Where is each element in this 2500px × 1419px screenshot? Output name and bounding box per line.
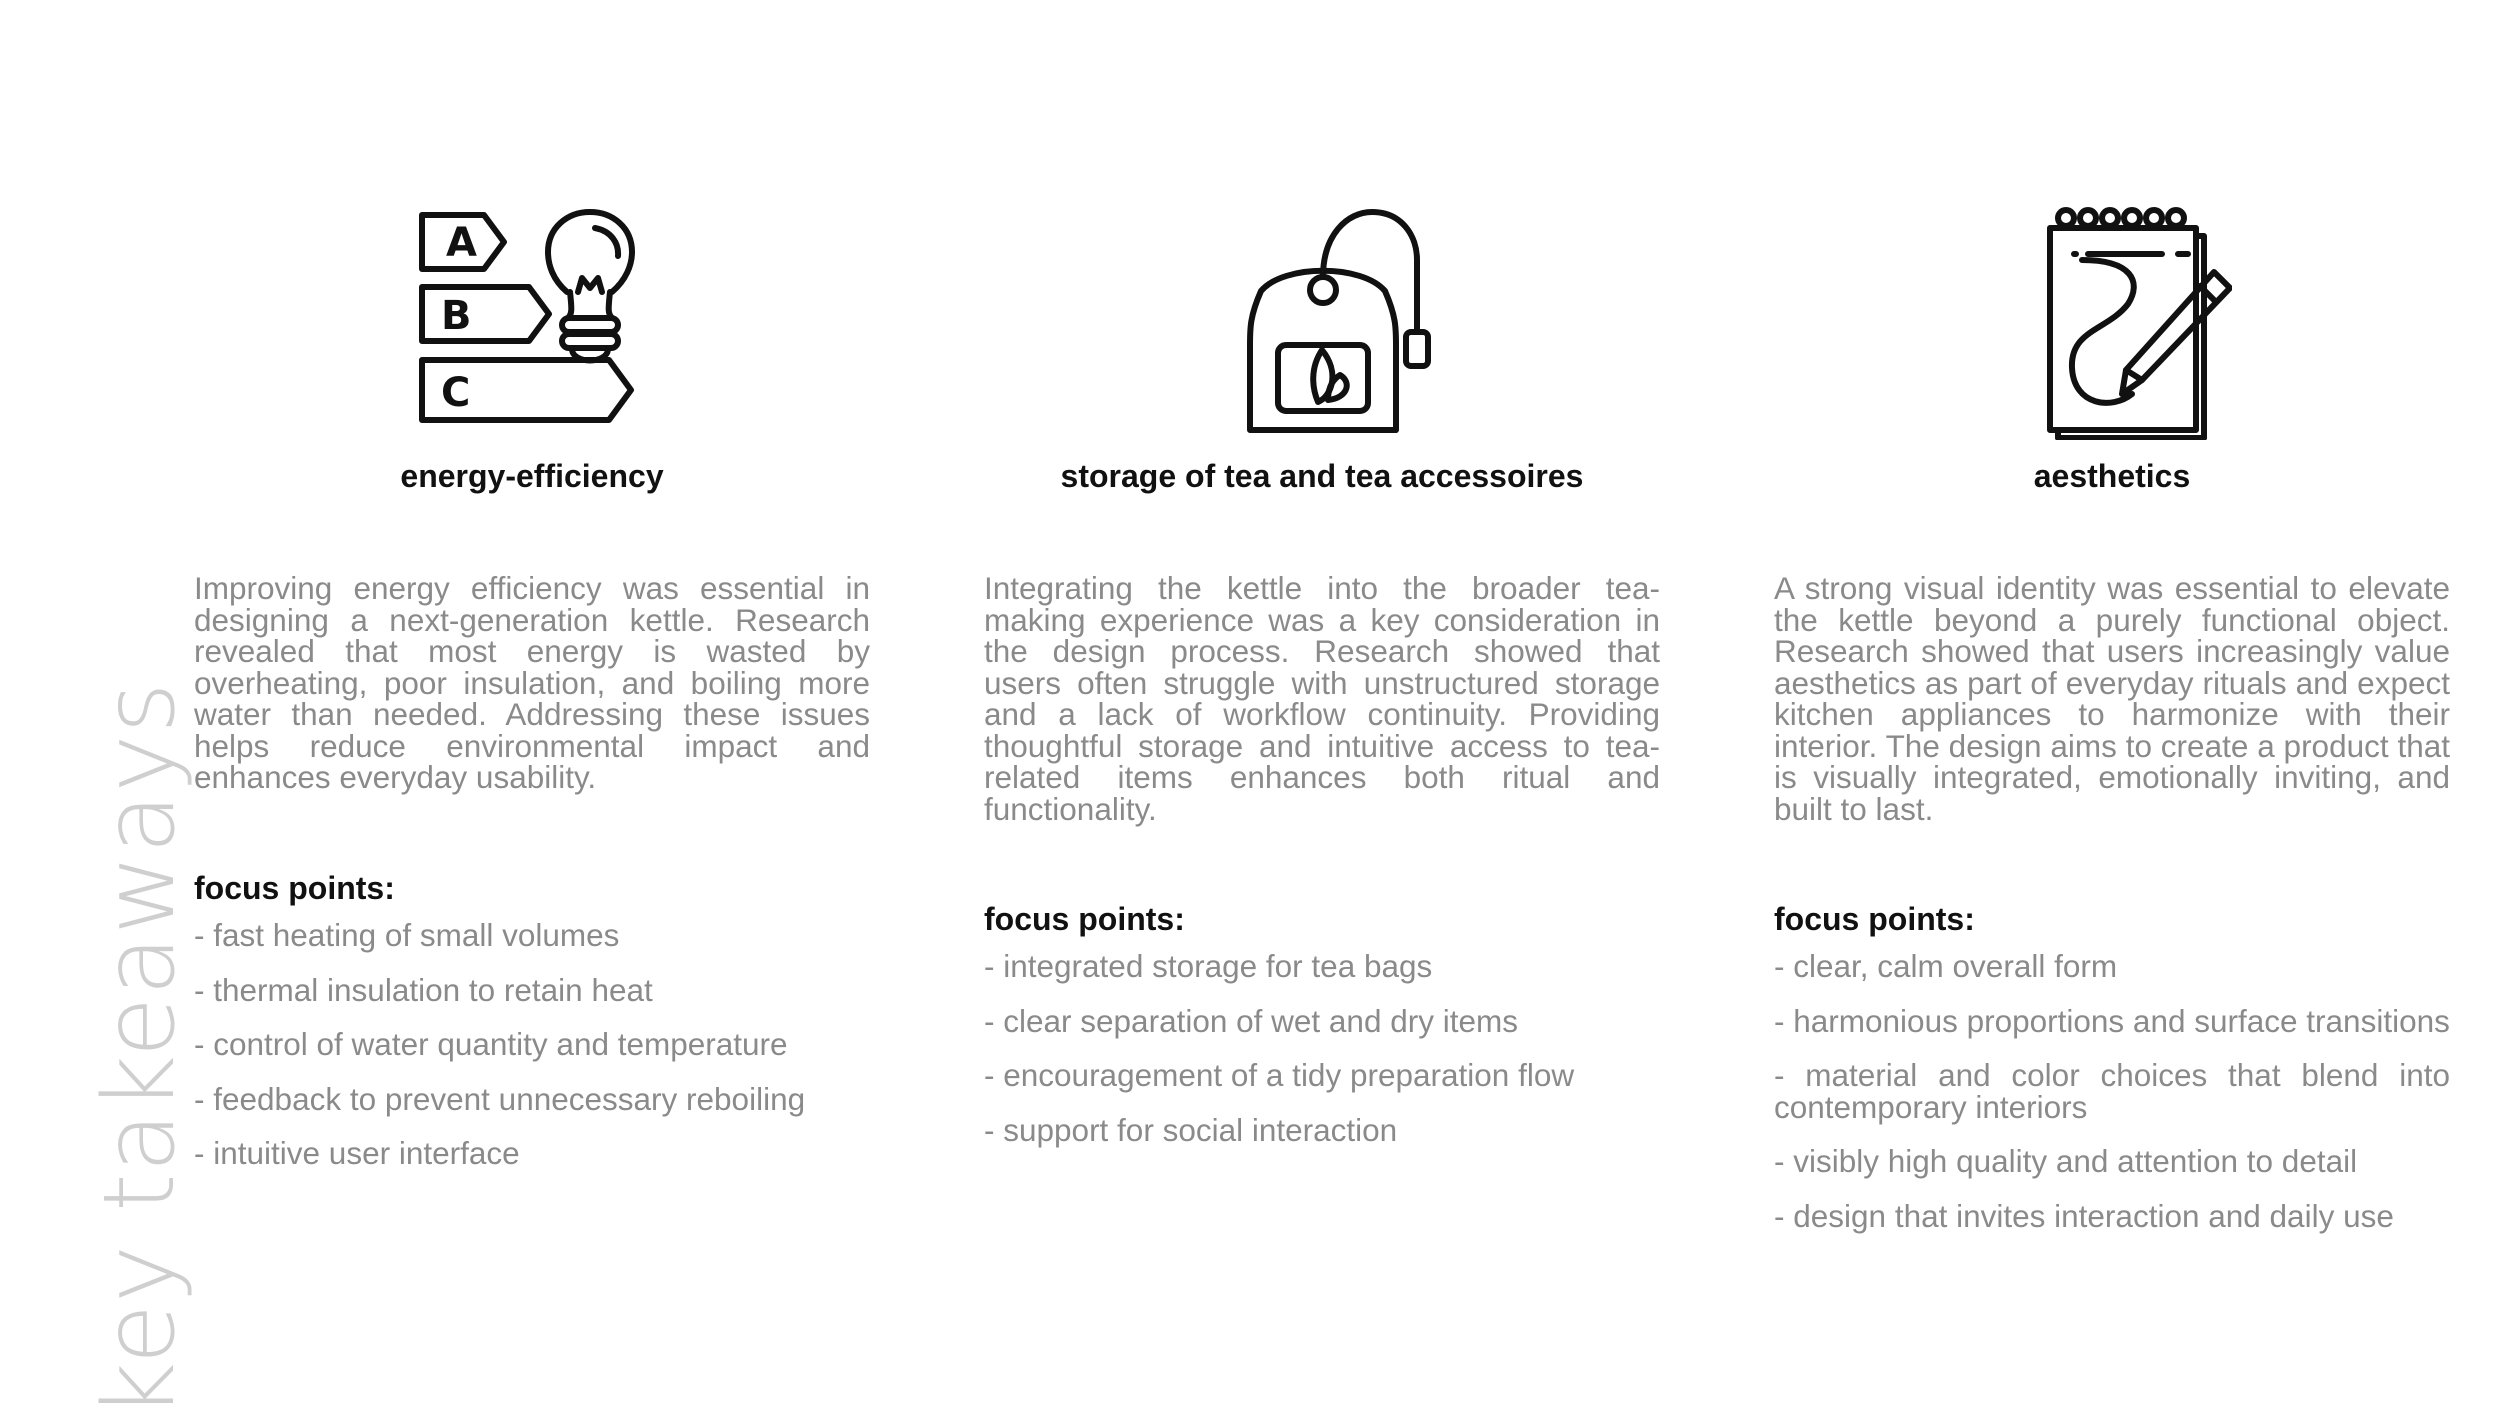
section-heading: aesthetics — [2033, 458, 2191, 494]
section-heading: storage of tea and tea accessoires — [1060, 458, 1584, 494]
svg-text:C: C — [441, 370, 471, 416]
focus-point-item: - support for social interaction — [984, 1111, 1398, 1148]
focus-points — [984, 899, 1660, 1169]
focus-points-list — [1774, 948, 2450, 1234]
focus-points-title: focus points: — [984, 901, 1185, 937]
focus-points — [1774, 899, 2450, 1255]
focus-point-item: - visibly high quality and attention to detail — [1774, 1143, 2358, 1179]
focus-points-list — [194, 917, 870, 1171]
focus-point-item: - clear, calm overall form — [1774, 948, 2118, 984]
side-title: key takeaways — [83, 681, 197, 1419]
focus-point-item: - thermal insulation to retain heat — [194, 971, 653, 1008]
focus-points — [194, 868, 870, 1193]
sketchbook-pencil-icon — [1992, 200, 2232, 440]
section-body: A strong visual identity was essential to elevate the kettle beyond a purely functional object. Research showed that users increasingly value aesthetics as part of everyday rituals and expect kitchen appliances to harmonize with their interior. The design aims to create a product that is visually integrated, emotionally inviting, and built to last. — [1774, 570, 2450, 827]
focus-point-item: - integrated storage for tea bags — [984, 948, 1433, 984]
section-heading: energy-efficiency — [400, 458, 664, 494]
svg-text:A: A — [446, 220, 477, 266]
focus-point-item: - harmonious proportions and surface transitions — [1774, 1002, 2450, 1039]
tea-bag-icon — [1202, 200, 1442, 440]
focus-point-item: - intuitive user interface — [194, 1135, 520, 1171]
focus-point-item: - material and color choices that blend into contemporary interiors — [1774, 1057, 2450, 1125]
focus-point-item: - design that invites interaction and daily use — [1774, 1197, 2394, 1234]
section-body: Integrating the kettle into the broader tea-making experience was a key consideration in the design process. Research showed that users often struggle with unstructured storage and a lack of workflow continuity. Providing thoughtful storage and intuitive access to tea-related items enhances both ritual and functionality. — [984, 570, 1660, 827]
svg-text:B: B — [441, 293, 472, 339]
energy-rating-bulb-icon — [412, 200, 652, 440]
focus-point-item: - control of water quantity and temperature — [194, 1026, 788, 1062]
focus-point-item: - fast heating of small volumes — [194, 917, 620, 953]
focus-point-item: - clear separation of wet and dry items — [984, 1002, 1518, 1039]
focus-point-item: - feedback to prevent unnecessary reboiling — [194, 1080, 806, 1117]
focus-points-list — [984, 948, 1660, 1148]
focus-point-item: - encouragement of a tidy preparation flow — [984, 1057, 1575, 1093]
focus-points-title: focus points: — [1774, 901, 1975, 937]
focus-points-title: focus points: — [194, 870, 395, 906]
section-body: Improving energy efficiency was essential in designing a next-generation kettle. Research revealed that most energy is wasted by overheating, poor insulation, and boiling more water than needed. Addressing these issues helps reduce environmental impact and enhances everyday usability. — [194, 570, 870, 795]
